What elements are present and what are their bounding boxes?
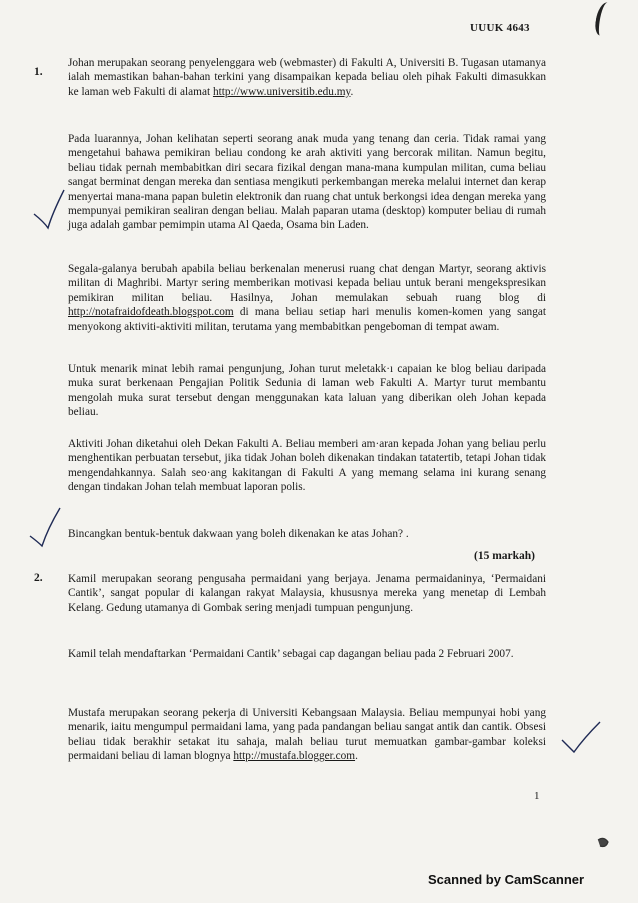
question-1-intro [68, 56, 546, 99]
question-1-warning: Aktiviti Johan diketahui oleh Dekan Fakulti A. Beliau memberi am·aran kepada Johan yang beliau perlu menghentikan perbuatan tersebut, jika tidak Johan boleh dikenakan tindakan tatatertib, tetapi Johan tidak mengendahkannya. Salah seo·ang kakitangan di Fakulti A yang memang selama ini kurang senang dengan tindakan Johan telah membuat laporan polis. [68, 438, 546, 494]
tick-mark-3 [562, 722, 600, 752]
question-1-background: Pada luarannya, Johan kelihatan seperti seorang anak muda yang tenang dan ceria. Tidak ramai yang mengetahui bahawa pemikiran beliau condong ke arah aktiviti yang bercorak militan. Namun begitu, beliau tidak pernah membabitkan diri secara fizikal dengan mana-mana kumpulan militan, cuma beliau sangat berminat dengan mereka dan sentiasa mengikuti perkembangan mereka melalui internet dan kerap menyertai mana-mana papan buletin elektronik dan ruang chat untuk berkongsi idea dengan mereka yang mempunyai pemikiran sealiran dengan beliau. Malah paparan utama (desktop) komputer beliau di rumah juga adalah gambar pemimpin utama Al Qaeda, Osama bin Laden. [68, 133, 546, 232]
question-2-intro: Kamil merupakan seorang pengusaha permaidani yang berjaya. Jenama permaidaninya, ‘Permaidani Cantik’, sangat popular di kalangan rakyat Malaysia, khususnya mereka yang menetap di Lembah Kelang. Gedung utamanya di Gombak sering menjadi tumpuan pengunjung. [68, 573, 546, 614]
page-number: 1 [534, 790, 540, 802]
page-edge-mark [594, 1, 615, 37]
q1-blog-text: Segala-galanya berubah apabila beliau berkenalan menerusi ruang chat dengan Martyr, seorang aktivis militan di Maghribi. Martyr sering memberikan motivasi kepada beliau untuk berani mengekspresikan pemikiran militan beliau. Hasilnya, Johan memulakan sebuah ruang blog di [68, 263, 546, 304]
question-2-collector [68, 706, 546, 764]
question-2-number: 2. [34, 572, 43, 584]
question-1-prompt: Bincangkan bentuk-bentuk dakwaan yang boleh dikenakan ke atas Johan? . [68, 528, 409, 540]
faculty-url: http://www.universitib.edu.my [212, 85, 351, 98]
mustafa-blog-url: http://mustafa.blogger.com [233, 750, 356, 763]
question-1-number: 1. [34, 66, 43, 78]
tick-mark-1 [34, 190, 64, 228]
question-2-trademark: Kamil telah mendaftarkan ‘Permaidani Cantik’ sebagai cap dagangan beliau pada 2 Februari 2007. [68, 648, 514, 660]
blog-url: http://notafraidofdeath.blogspot.com [68, 306, 234, 319]
pen-scribble [598, 838, 608, 846]
q1-blog-end: di mana beliau setiap hari menulis komen-komen yang sangat menyokong aktiviti-aktiviti militan, terutama yang membabitkan pengeboman di tempat awam. [68, 306, 546, 333]
question-1-blog [68, 262, 546, 334]
question-1-link: Untuk menarik minat lebih ramai pengunjung, Johan turut meletakk⁠·⁠ı capaian ke blog beliau daripada muka surat berkenaan Pengajian Politik Sedunia di laman web Fakulti A. Martyr turut membantu mengolah muka surat tersebut dengan menggunakan kata laluan yang diberikan oleh Johan kepada beliau. [68, 363, 546, 419]
q1-intro-text: Johan merupakan seorang penyelenggara web (webmaster) di Fakulti A, Universiti B. Tugasan utamanya ialah memastikan bahan-bahan terkini yang disampaikan kepada beliau oleh pihak Fakulti dimasukkan ke laman web Fakulti di alamat [68, 57, 546, 98]
question-1-marks: (15 markah) [474, 550, 536, 562]
q2-collector-end: . [355, 750, 358, 763]
course-code: UUUK 4643 [470, 22, 530, 34]
tick-mark-2 [30, 508, 60, 546]
scanner-watermark: Scanned by CamScanner [428, 872, 585, 887]
q1-intro-end: . [350, 85, 354, 98]
q2-collector-text: Mustafa merupakan seorang pekerja di Universiti Kebangsaan Malaysia. Beliau mempunyai hobi yang menarik, iaitu mengumpul permaidani lama, yang pada pandangan beliau sangat antik dan cantik. Obsesi beliau tidak berakhir setakat itu sahaja, malah beliau turut memuatkan gambar-gambar koleksi permaidani beliau di laman blognya [68, 707, 546, 763]
